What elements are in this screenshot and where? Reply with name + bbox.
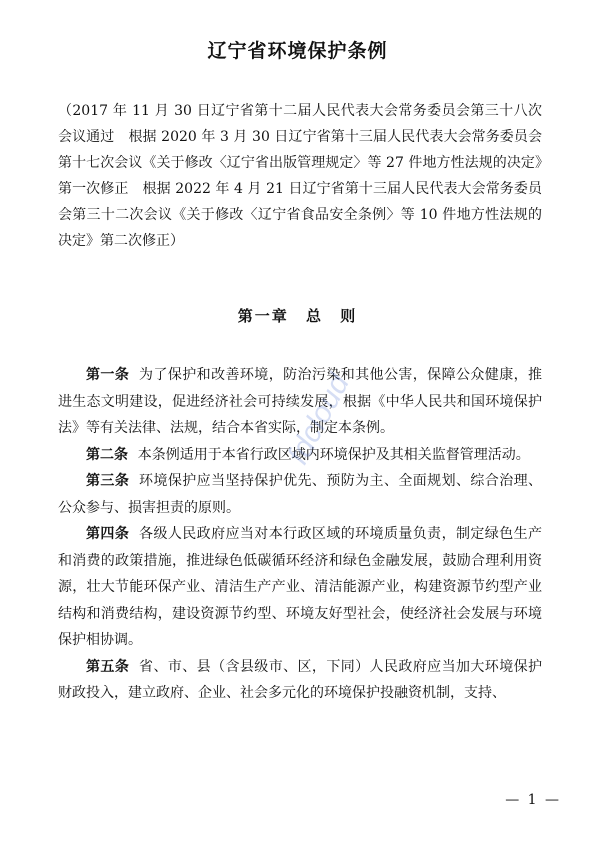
article-1: [58, 362, 542, 442]
article-4: [58, 521, 542, 654]
page-number: — 1 —: [505, 792, 561, 808]
article-text: 各级人民政府应当对本行政区域的环境质量负责，制定绿色生产和消费的政策措施，推进绿色低碳循环经济和绿色金融发展，鼓励合理利用资源，壮大节能环保产业、清洁生产产业、清洁能源产业，构建资源节约型产业结构和消费结构，建设资源节约型、环境友好型社会，使经济社会发展与环境保护相协调。: [58, 526, 543, 648]
article-number: 第五条: [86, 658, 130, 675]
chapter-heading: 第一章 总 则: [237, 307, 358, 325]
article-number: 第四条: [86, 526, 130, 542]
article-text: 本条例适用于本省行政区域内环境保护及其相关监督管理活动。: [137, 446, 530, 463]
article-text: 省、市、县（含县级市、区，下同）人民政府应当加大环境保护财政投入，建立政府、企业、社会多元化的环境保护投融资机制，支持、: [58, 658, 543, 701]
svg-text:fdcloud: fdcloud: [281, 368, 356, 470]
article-text: 环境保护应当坚持保护优先、预防为主、全面规划、综合治理、公众参与、损害担责的原则。: [58, 473, 543, 516]
article-3: [58, 468, 542, 521]
article-number: 第二条: [86, 446, 128, 463]
article-number: 第三条: [86, 473, 130, 489]
articles-list: [58, 362, 542, 707]
adoption-history: （2017 年 11 月 30 日辽宁省第十二届人民代表大会常务委员会第三十八次会议通过 根据 2020 年 3 月 30 日辽宁省第十三届人民代表大会常务委员会第十七次会议《关于修改〈辽宁省出版管理规定〉等 27 件地方性法规的决定》第一次修正 根据 2022 年 4 月 21 日辽宁省第十三届人民代表大会常务委员会第三十二次会议《关于修改〈辽宁省食品安全条例〉等 10 件地方性法规的决定》第二次修正）: [58, 103, 542, 249]
document-title: 辽宁省环境保护条例: [207, 40, 388, 62]
article-number: 第一条: [86, 367, 130, 383]
article-5: [58, 654, 542, 707]
article-2: [58, 442, 542, 469]
article-text: 为了保护和改善环境，防治污染和其他公害，保障公众健康，推进生态文明建设，促进经济社会可持续发展，根据《中华人民共和国环境保护法》等有关法律、法规，结合本省实际，制定本条例。: [58, 367, 543, 436]
